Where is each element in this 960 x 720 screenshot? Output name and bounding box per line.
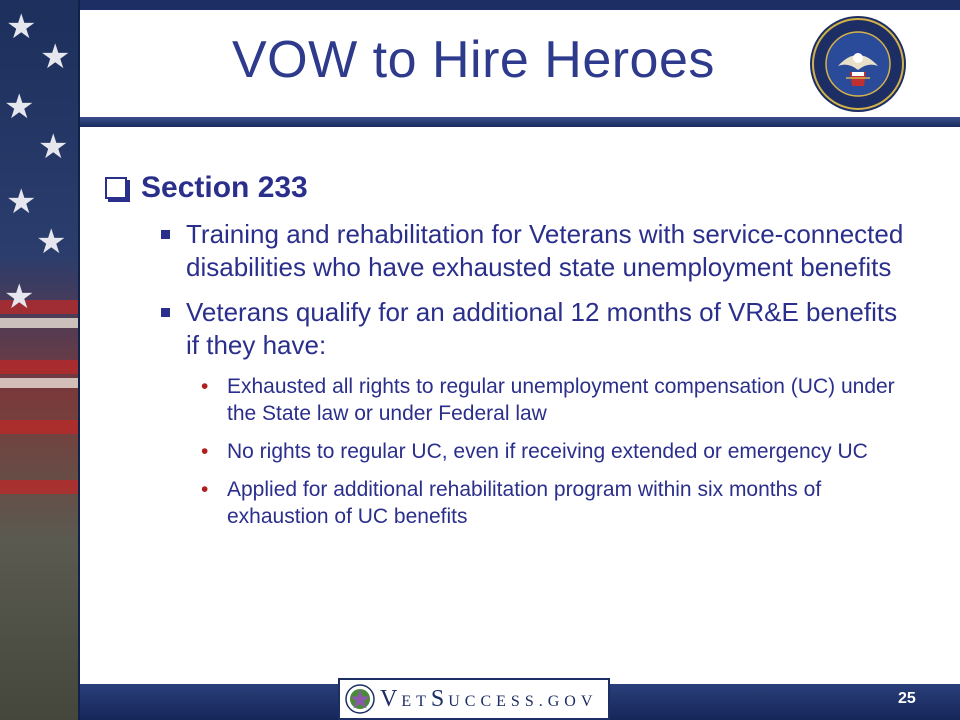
va-seal-icon: [808, 14, 908, 114]
checkbox-bullet-icon: [105, 177, 127, 199]
flag-edge: [78, 0, 80, 720]
vetsuccess-logo: [338, 678, 610, 720]
dot-bullet-icon: •: [201, 440, 209, 463]
sub-bullet-item: [201, 373, 915, 427]
flag-decoration: [0, 0, 80, 720]
star-icon: ★: [4, 87, 35, 127]
slide-content: [105, 170, 915, 530]
sub-bullet-text: Applied for additional rehabilitation program within six months of exhaustion of UC benefits: [227, 478, 822, 528]
sub-bullet-item: [201, 438, 915, 465]
sub-bullet-text: No rights to regular UC, even if receiving extended or emergency UC: [227, 440, 868, 463]
dot-bullet-icon: •: [201, 375, 209, 398]
bullet-item: [161, 296, 915, 362]
dot-bullet-icon: •: [201, 478, 209, 501]
sub-bullet-item: [201, 476, 915, 530]
section-heading-text: Section 233: [141, 171, 308, 204]
top-bar: [80, 0, 960, 10]
sub-bullet-text: Exhausted all rights to regular unemployment compensation (UC) under the State law or under Federal law: [227, 375, 895, 425]
bullet-text: Veterans qualify for an additional 12 months of VR&E benefits if they have:: [186, 297, 898, 360]
star-icon: ★: [6, 182, 37, 222]
bullet-item: [161, 218, 915, 284]
page-number: 25: [898, 690, 916, 707]
slide-title: VOW to Hire Heroes: [232, 31, 715, 89]
star-icon: ★: [40, 37, 71, 77]
bullet-text: Training and rehabilitation for Veterans with service-connected disabilities who have exhausted state unemployment benefits: [186, 219, 904, 282]
star-icon: ★: [6, 7, 37, 47]
star-icon: ★: [36, 222, 67, 262]
vetsuccess-wordmark: VETSUCCESS.GOV: [380, 686, 598, 712]
section-heading: [105, 170, 915, 206]
star-icon: ★: [4, 277, 35, 317]
square-bullet-icon: [161, 230, 170, 239]
title-underbar: [80, 117, 960, 127]
star-icon: ★: [38, 127, 69, 167]
square-bullet-icon: [161, 308, 170, 317]
vetsuccess-emblem-icon: [344, 683, 376, 715]
